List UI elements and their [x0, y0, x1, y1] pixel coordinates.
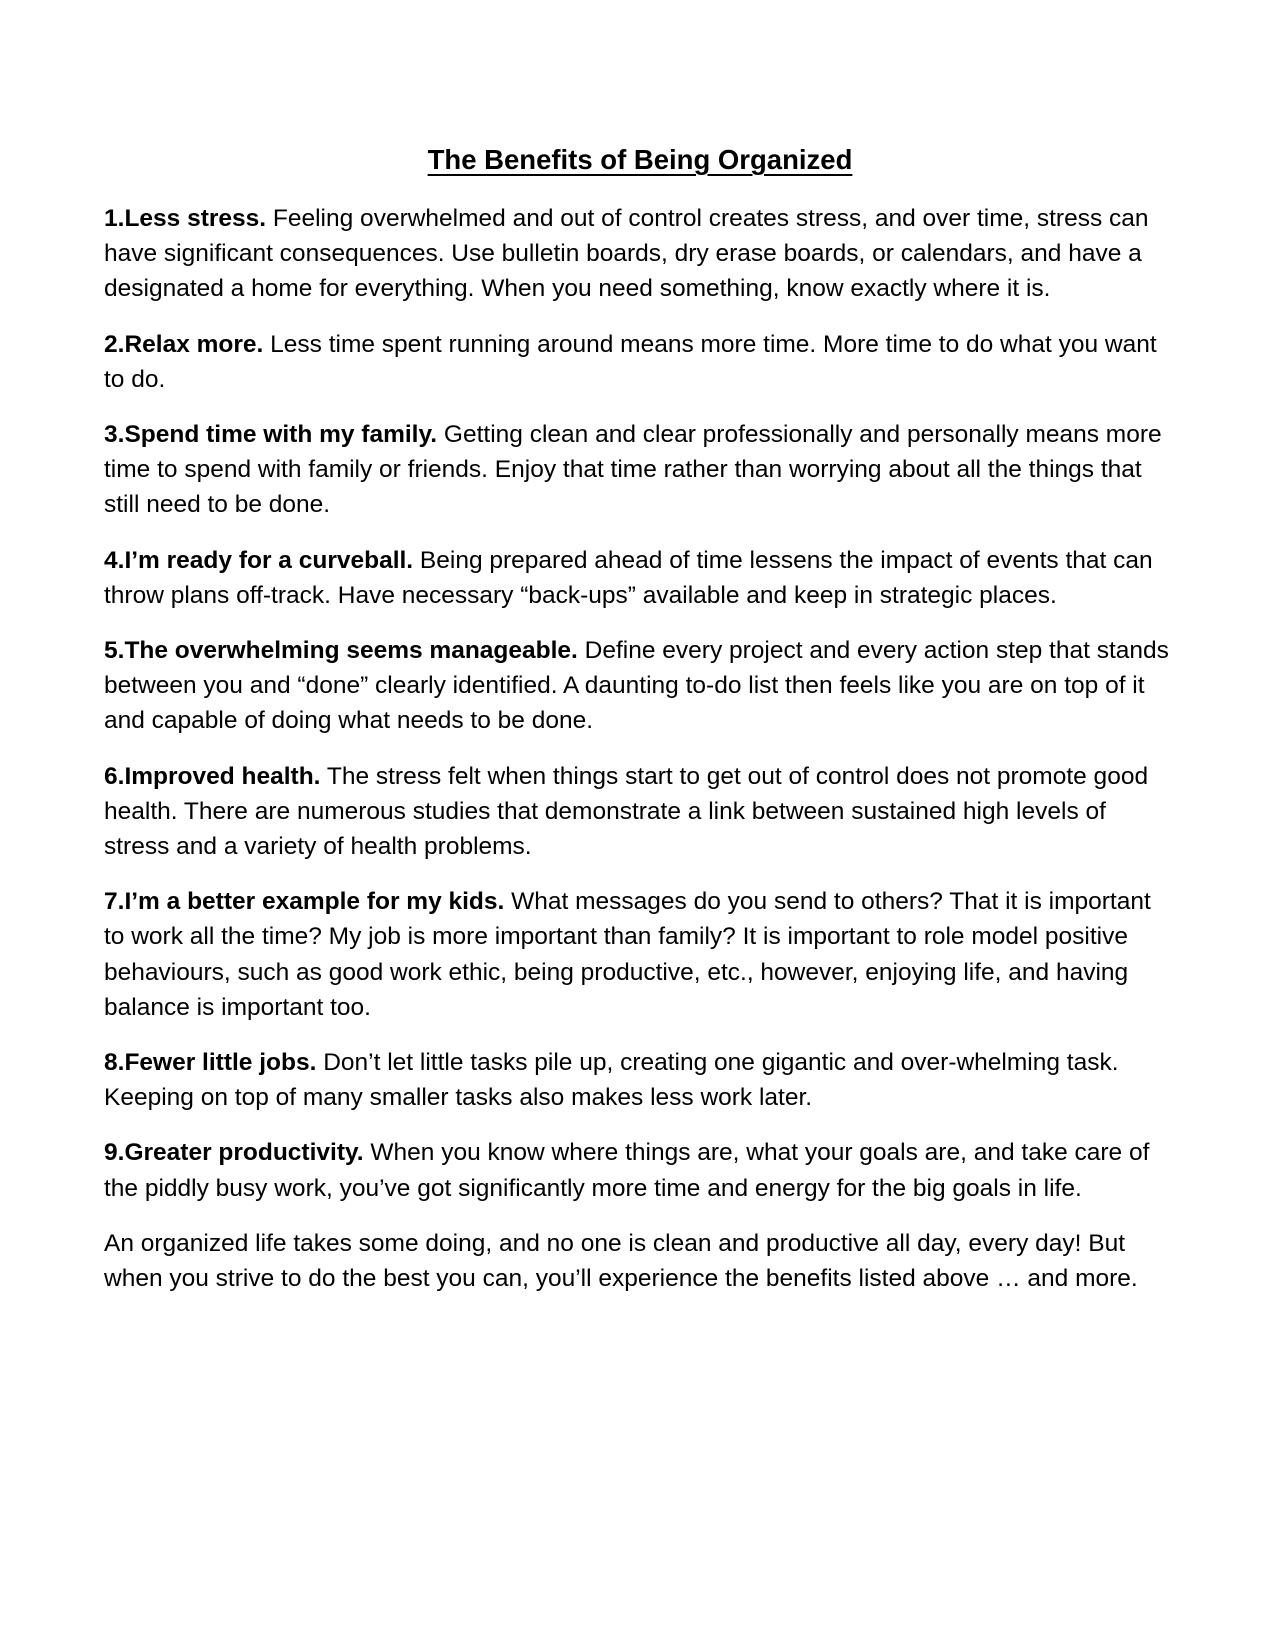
benefit-item	[104, 1045, 1176, 1115]
document-page	[104, 140, 1176, 1296]
benefit-item	[104, 327, 1176, 397]
item-number: 6.	[104, 762, 125, 790]
item-number: 2.	[104, 330, 125, 358]
item-number: 3.	[104, 421, 125, 449]
item-number: 4.	[104, 546, 125, 574]
item-text: Getting clean and clear professionally and personally means more time to spend with family or friends. Enjoy that time rather than worrying about all the things that still need to be done.	[104, 421, 1162, 519]
item-heading: Spend time with my family.	[124, 421, 438, 449]
benefit-item	[104, 884, 1176, 1025]
item-text: Less time spent running around means more time. More time to do what you want to do.	[104, 330, 1157, 393]
item-heading: Relax more.	[124, 330, 264, 358]
item-heading: Greater productivity.	[124, 1139, 364, 1167]
document-title: The Benefits of Being Organized	[427, 144, 853, 175]
item-text: The stress felt when things start to get out of control does not promote good health. There are numerous studies that demonstrate a link between sustained high levels of stress and a variety of health problems.	[104, 762, 1149, 861]
item-number: 9.	[104, 1139, 125, 1167]
item-text: Don’t let little tasks pile up, creating one gigantic and over-whelming task. Keeping on top of many smaller tasks also makes less work later.	[104, 1049, 1119, 1112]
item-number: 1.	[104, 205, 125, 232]
benefit-item	[104, 633, 1176, 739]
item-heading: I’m ready for a curveball.	[124, 546, 414, 574]
item-number: 8.	[104, 1049, 125, 1077]
item-heading: I’m a better example for my kids.	[124, 888, 505, 916]
item-text: When you know where things are, what your goals are, and take care of the piddly busy work, you’ve got significantly more time and energy for the big goals in life.	[104, 1139, 1150, 1202]
item-text: Feeling overwhelmed and out of control creates stress, and over time, stress can have significant consequences. Use bulletin boards, dry erase boards, or calendars, and have a designated a home for everything. When you need something, know exactly where it is.	[104, 205, 1149, 303]
item-text: Being prepared ahead of time lessens the impact of events that can throw plans off-track. Have necessary “back-ups” available and keep in strategic places.	[104, 546, 1153, 609]
item-heading: Less stress.	[124, 205, 267, 232]
benefit-item	[104, 543, 1176, 613]
item-text: What messages do you send to others? That it is important to work all the time? My job is more important than family? It is important to role model positive behaviours, such as good work ethic, being productive, etc., however, enjoying life, and having balance is important too.	[104, 888, 1151, 1021]
item-heading: Fewer little jobs.	[124, 1049, 317, 1077]
item-heading: The overwhelming seems manageable.	[124, 637, 578, 665]
benefit-item	[104, 759, 1176, 865]
benefit-item	[104, 1135, 1176, 1205]
item-text: Define every project and every action step that stands between you and “done” clearly identified. A daunting to-do list then feels like you are on top of it and capable of doing what needs to be done.	[104, 637, 1169, 735]
item-heading: Improved health.	[124, 762, 321, 790]
item-number: 5.	[104, 637, 125, 665]
closing-paragraph: An organized life takes some doing, and no one is clean and productive all day, every day! But when you strive to do the best you can, you’ll experience the benefits listed above … and more.	[104, 1229, 1138, 1293]
benefit-item	[104, 417, 1176, 523]
benefit-item	[104, 201, 1176, 307]
item-number: 7.	[104, 888, 125, 916]
